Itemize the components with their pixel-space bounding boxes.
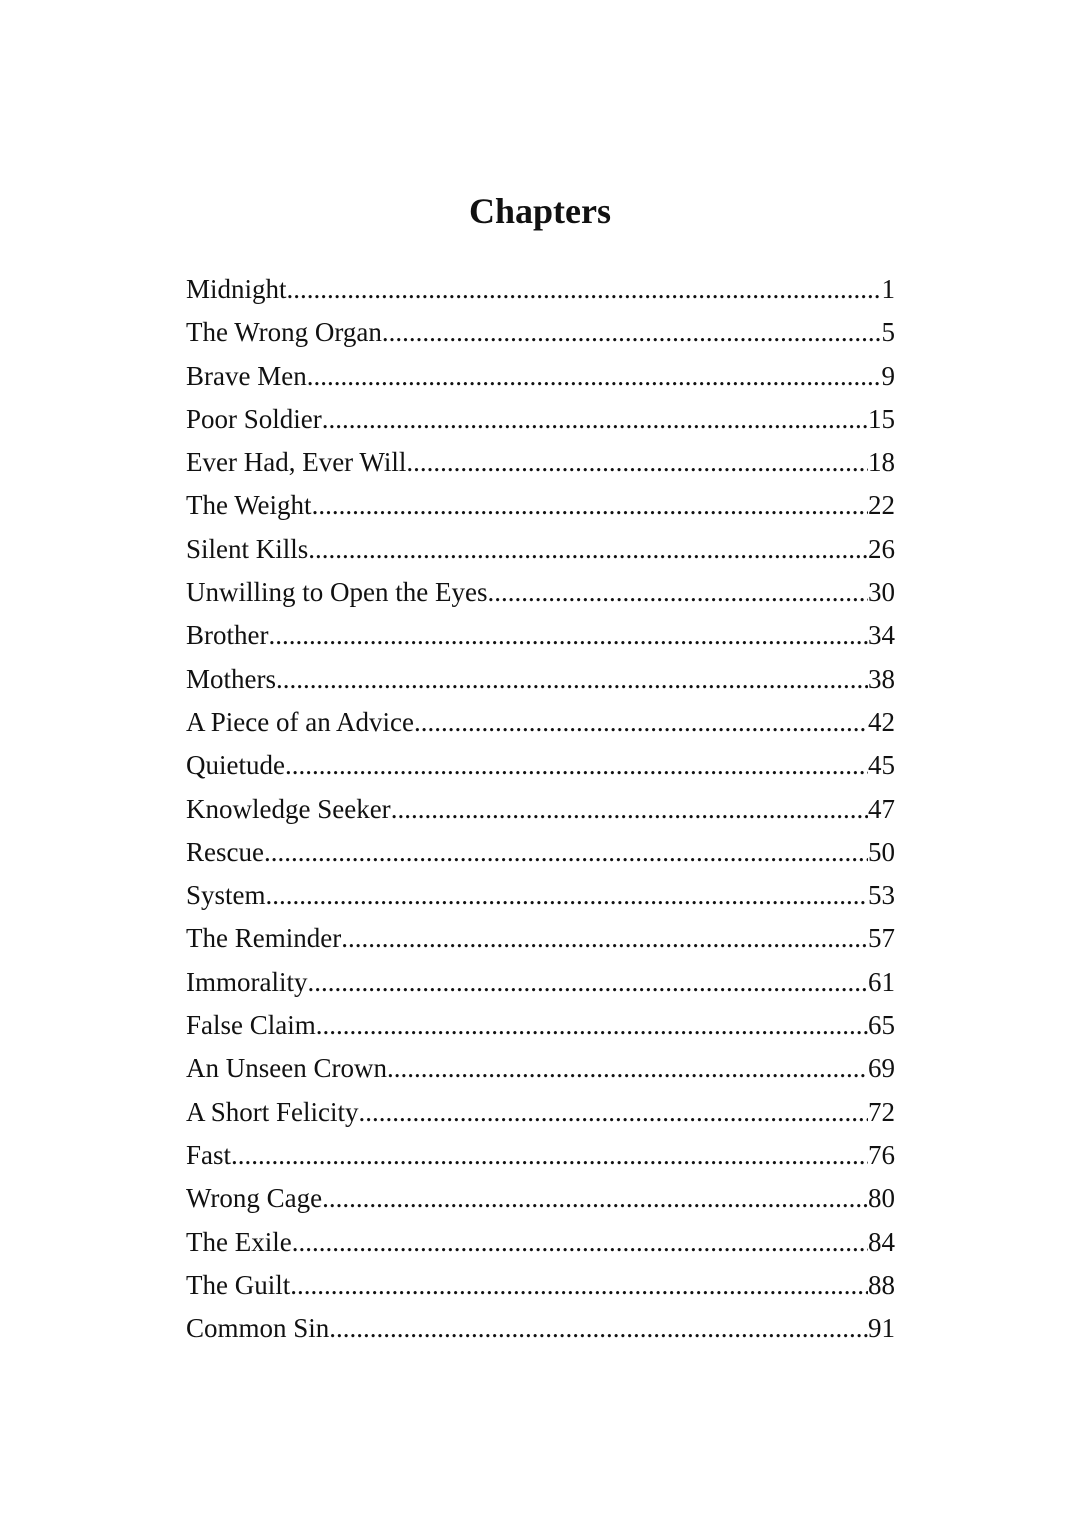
page-number: 61: [868, 966, 895, 997]
dot-leader: [264, 831, 868, 874]
chapter-title: Brave Men: [186, 360, 307, 391]
toc-entry[interactable]: [186, 1004, 895, 1047]
page-number: 53: [868, 880, 895, 911]
chapter-title: The Reminder: [186, 923, 342, 954]
page-number: 5: [881, 317, 895, 348]
dot-leader: [287, 268, 882, 311]
dot-leader: [322, 1177, 868, 1220]
dot-leader: [382, 311, 882, 354]
dot-leader: [307, 961, 868, 1004]
page-number: 88: [868, 1269, 895, 1300]
page-number: 50: [868, 836, 895, 867]
toc-entry[interactable]: [186, 1221, 895, 1264]
page-number: 15: [868, 403, 895, 434]
dot-leader: [307, 355, 882, 398]
toc-entry[interactable]: [186, 484, 895, 527]
chapter-title: Wrong Cage: [186, 1183, 323, 1214]
toc-entry[interactable]: [186, 961, 895, 1004]
toc-entry[interactable]: [186, 528, 895, 571]
chapter-title: Common Sin: [186, 1313, 330, 1344]
chapter-title: The Exile: [186, 1226, 292, 1257]
page-number: 22: [868, 490, 895, 521]
dot-leader: [391, 788, 868, 831]
toc-entry[interactable]: [186, 1134, 895, 1177]
dot-leader: [487, 571, 868, 614]
page-number: 84: [868, 1226, 895, 1257]
dot-leader: [341, 917, 868, 960]
dot-leader: [308, 528, 868, 571]
toc-entry[interactable]: [186, 917, 895, 960]
dot-leader: [316, 1004, 868, 1047]
chapter-title: Brother: [186, 620, 269, 651]
toc-entry[interactable]: [186, 1264, 895, 1307]
chapter-title: False Claim: [186, 1010, 316, 1041]
page-number: 1: [881, 274, 895, 304]
chapter-title: Midnight: [186, 274, 287, 304]
dot-leader: [406, 441, 868, 484]
chapter-title: Rescue: [186, 836, 264, 867]
chapter-title: The Guilt: [186, 1269, 291, 1300]
chapter-title: Unwilling to Open the Eyes: [186, 577, 488, 608]
chapter-title: A Piece of an Advice: [186, 706, 414, 737]
chapter-title: Silent Kills: [186, 533, 309, 564]
page-number: 45: [868, 750, 895, 781]
chapter-title: Mothers: [186, 663, 276, 694]
toc-entry[interactable]: [186, 268, 895, 311]
page-number: 30: [868, 577, 895, 608]
dot-leader: [285, 744, 868, 787]
dot-leader: [322, 398, 868, 441]
chapter-title: The Weight: [186, 490, 312, 521]
toc-entry[interactable]: [186, 1307, 895, 1350]
chapter-title: The Wrong Organ: [186, 317, 382, 348]
page-number: 80: [868, 1183, 895, 1214]
dot-leader: [414, 701, 868, 744]
toc-entry[interactable]: [186, 571, 895, 614]
dot-leader: [329, 1307, 868, 1350]
dot-leader: [290, 1264, 868, 1307]
toc-entry[interactable]: [186, 658, 895, 701]
page-number: 18: [868, 447, 895, 478]
toc-entry[interactable]: [186, 1091, 895, 1134]
page-number: 47: [868, 793, 895, 824]
toc-entry[interactable]: [186, 1047, 895, 1090]
page-number: 9: [881, 360, 895, 391]
table-of-contents: [186, 268, 895, 1350]
chapter-title: Ever Had, Ever Will: [186, 447, 407, 478]
page-number: 34: [868, 620, 895, 651]
chapter-title: An Unseen Crown: [186, 1053, 387, 1084]
page-number: 76: [868, 1139, 895, 1170]
page-number: 72: [868, 1096, 895, 1127]
toc-entry[interactable]: [186, 355, 895, 398]
dot-leader: [268, 614, 868, 657]
toc-entry[interactable]: [186, 788, 895, 831]
toc-entry[interactable]: [186, 311, 895, 354]
chapter-title: Knowledge Seeker: [186, 793, 391, 824]
chapter-title: Poor Soldier: [186, 403, 322, 434]
page-number: 65: [868, 1010, 895, 1041]
page-number: 42: [868, 706, 895, 737]
page-number: 26: [868, 533, 895, 564]
chapter-title: A Short Felicity: [186, 1096, 359, 1127]
chapter-title: Fast: [186, 1139, 232, 1170]
chapter-title: System: [186, 880, 266, 911]
page-title: Chapters: [469, 191, 611, 231]
dot-leader: [231, 1134, 868, 1177]
toc-entry[interactable]: [186, 831, 895, 874]
dot-leader: [276, 658, 868, 701]
chapter-title: Immorality: [186, 966, 308, 997]
toc-entry[interactable]: [186, 874, 895, 917]
toc-entry[interactable]: [186, 614, 895, 657]
dot-leader: [359, 1091, 868, 1134]
page-number: 91: [868, 1313, 895, 1344]
toc-entry[interactable]: [186, 744, 895, 787]
dot-leader: [292, 1221, 868, 1264]
dot-leader: [266, 874, 868, 917]
toc-entry[interactable]: [186, 1177, 895, 1220]
page-number: 57: [868, 923, 895, 954]
dot-leader: [312, 484, 868, 527]
page-number: 69: [868, 1053, 895, 1084]
toc-entry[interactable]: [186, 398, 895, 441]
toc-entry[interactable]: [186, 701, 895, 744]
chapter-title: Quietude: [186, 750, 285, 781]
dot-leader: [387, 1047, 868, 1090]
page-number: 38: [868, 663, 895, 694]
toc-entry[interactable]: [186, 441, 895, 484]
